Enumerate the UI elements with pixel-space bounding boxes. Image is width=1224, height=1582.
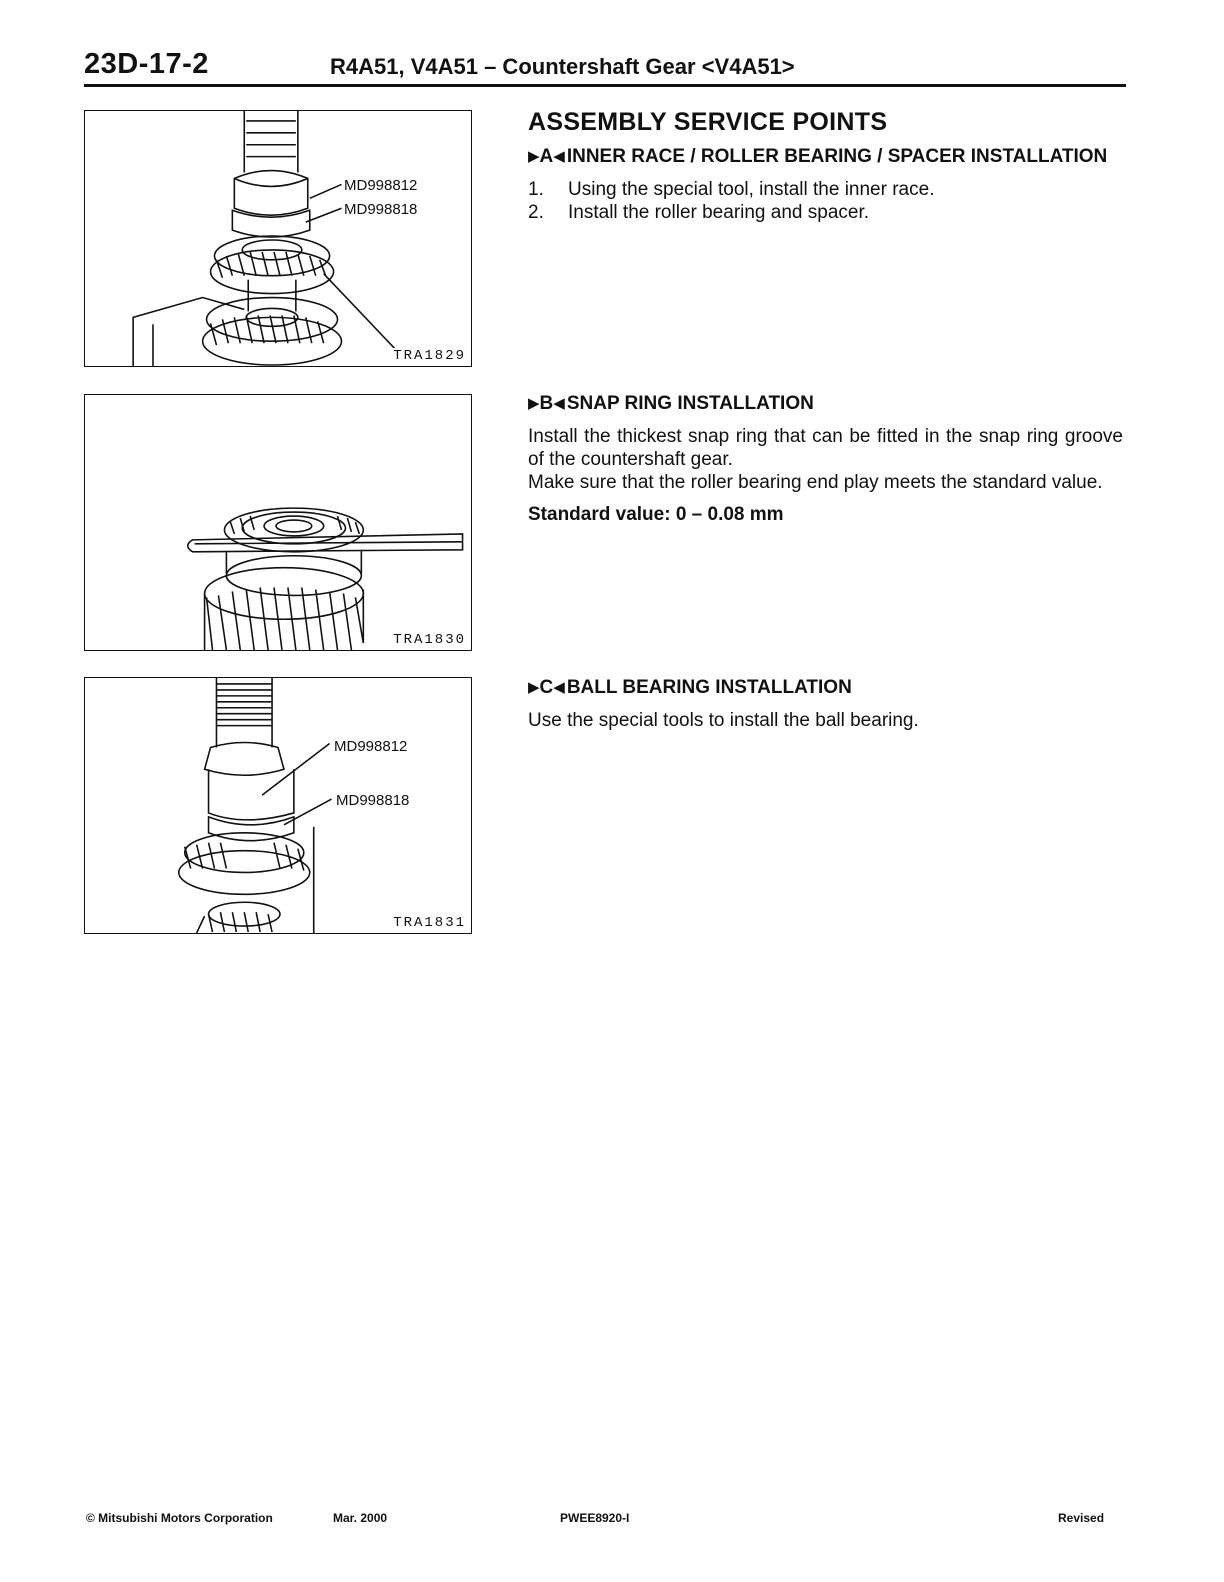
service-point-title-text: SNAP RING INSTALLATION [566, 393, 814, 414]
figure-code: TRA1829 [393, 348, 466, 364]
figure-2-illustration [85, 395, 471, 650]
step-number: 2. [528, 202, 544, 223]
page-title: R4A51, V4A51 – Countershaft Gear <V4A51> [330, 54, 795, 79]
step-list [528, 178, 1123, 224]
right-triangle-icon: ▶ [528, 679, 540, 696]
service-point-marker [528, 392, 565, 417]
footer-date: Mar. 2000 [333, 1511, 388, 1525]
right-triangle-icon: ▶ [528, 148, 540, 165]
service-point-title-text: INNER RACE / ROLLER BEARING / SPACER INSTALLATION [566, 146, 1108, 167]
figure-snap-ring-installation [84, 394, 472, 651]
step-text: Using the special tool, install the inner race. [568, 179, 935, 200]
paragraph: Make sure that the roller bearing end play meets the standard value. [528, 472, 1103, 493]
right-triangle-icon: ▶ [528, 395, 540, 412]
service-point-a [528, 145, 1123, 224]
step-item [528, 201, 1123, 224]
figure-code: TRA1831 [393, 915, 466, 931]
left-triangle-icon: ◀ [553, 679, 565, 696]
service-point-title [528, 392, 1123, 417]
paragraph: Use the special tools to install the ball bearing. [528, 710, 919, 731]
footer-copyright: © Mitsubishi Motors Corporation [86, 1511, 273, 1525]
service-point-letter: C [539, 677, 554, 698]
step-text: Install the roller bearing and spacer. [568, 202, 870, 223]
figure-code: TRA1830 [393, 632, 466, 648]
section-heading: ASSEMBLY SERVICE POINTS [528, 108, 888, 136]
service-point-marker [528, 145, 565, 170]
tool-label-md998818: MD998818 [344, 201, 418, 218]
service-point-marker [528, 676, 565, 701]
service-point-title [528, 676, 1123, 701]
left-triangle-icon: ◀ [553, 148, 565, 165]
left-triangle-icon: ◀ [553, 395, 565, 412]
paragraph: Install the thickest snap ring that can be fitted in the snap ring groove of the countershaft gear. [528, 426, 1123, 470]
service-point-letter: B [539, 393, 554, 414]
service-point-title [528, 145, 1123, 170]
header-rule [84, 84, 1126, 87]
service-point-c [528, 676, 1123, 732]
standard-value: Standard value: 0 – 0.08 mm [528, 504, 784, 525]
service-point-letter: A [539, 146, 554, 167]
service-point-title-text: BALL BEARING INSTALLATION [566, 677, 852, 698]
step-item [528, 178, 1123, 201]
step-number: 1. [528, 179, 544, 200]
service-point-b [528, 392, 1123, 526]
figure-3-illustration [85, 678, 471, 933]
tool-label-md998812: MD998812 [334, 738, 408, 755]
tool-label-md998818: MD998818 [336, 792, 410, 809]
page-number: 23D-17-2 [84, 48, 209, 80]
figure-1-illustration [85, 111, 471, 366]
footer-doc-code: PWEE8920-I [560, 1511, 630, 1525]
tool-label-md998812: MD998812 [344, 177, 418, 194]
figure-inner-race-installation [84, 110, 472, 367]
footer-status: Revised [1058, 1511, 1105, 1525]
figure-ball-bearing-installation [84, 677, 472, 934]
